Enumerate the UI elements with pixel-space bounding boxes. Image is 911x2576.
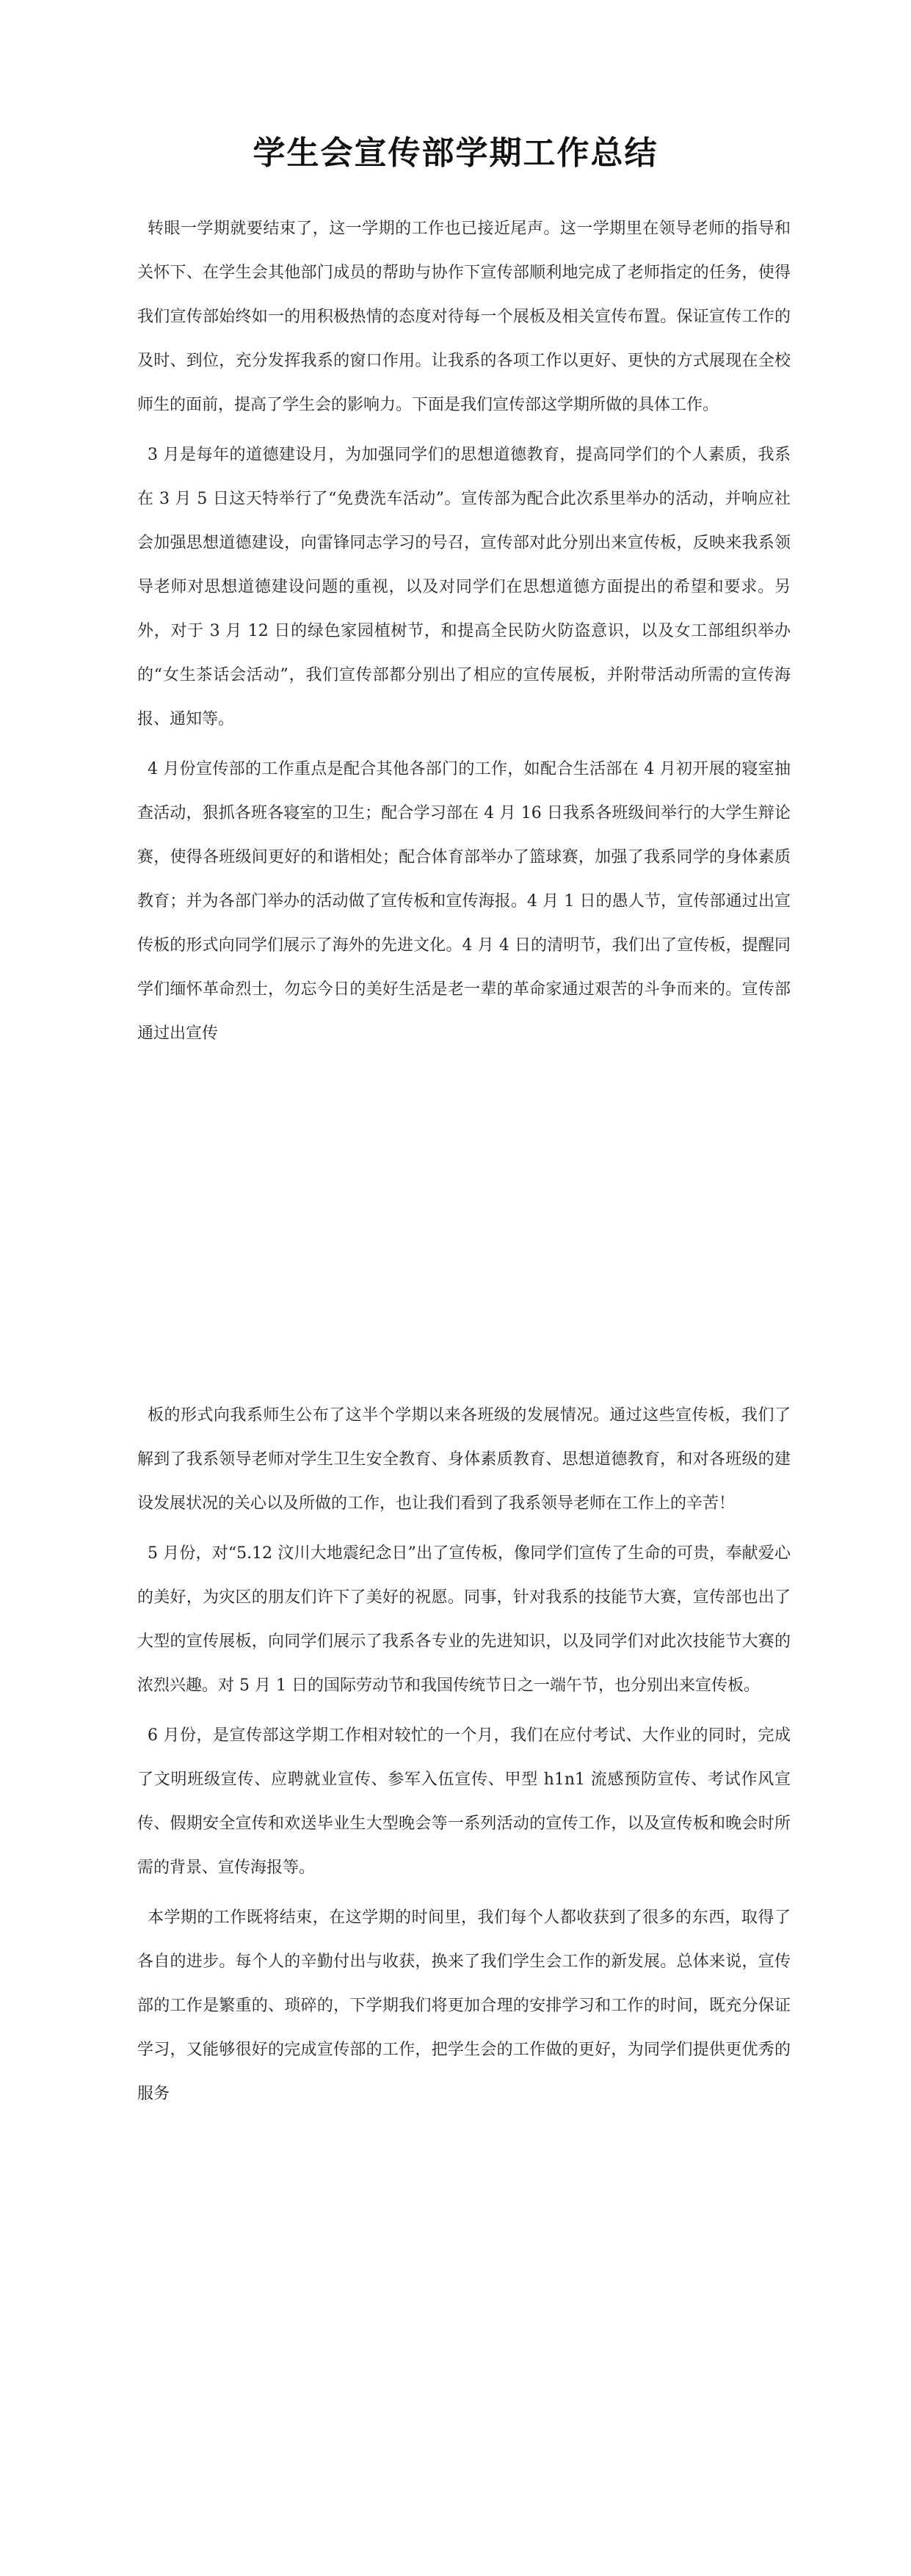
paragraph-may: 5 月份，对“5.12 汶川大地震纪念日”出了宣传板，像同学们宣传了生命的可贵，奉献爱心的美好，为灾区的朋友们许下了美好的祝愿。同事，针对我系的技能节大赛，宣传部也出了大型的宣传展板，向同学们展示了我系各专业的先进知识，以及同学们对此次技能节大赛的浓烈兴趣。对 5 月 1 日的国际劳动节和我国传统节日之一端午节，也分别出来宣传板。 bbox=[137, 1544, 791, 1695]
paragraph-intro: 转眼一学期就要结束了，这一学期的工作也已接近尾声。这一学期里在领导老师的指导和关怀下、在学生会其他部门成员的帮助与协作下宣传部顺利地完成了老师指定的任务，使得我们宣传部始终如一的用积极热情的态度对待每一个展板及相关宣传布置。保证宣传工作的及时、到位，充分发挥我系的窗口作用。让我系的各项工作以更好、更快的方式展现在全校师生的面前，提高了学生会的影响力。下面是我们宣传部这学期所做的具体工作。 bbox=[137, 220, 791, 414]
body-section-1 bbox=[137, 207, 791, 1056]
paragraph-conclusion: 本学期的工作既将结束，在这学期的时间里，我们每个人都收获到了很多的东西，取得了各自的进步。每个人的辛勤付出与收获，换来了我们学生会工作的新发展。总体来说，宣传部的工作是繁重的、琐碎的，下学期我们将更加合理的安排学习和工作的时间，既充分保证学习，又能够很好的完成宣传部的工作，把学生会的工作做的更好，为同学们提供更优秀的服务 bbox=[137, 1909, 791, 2103]
paragraph-march: 3 月是每年的道德建设月，为加强同学们的思想道德教育，提高同学们的个人素质，我系在 3 月 5 日这天特举行了“免费洗车活动”。宣传部为配合此次系里举办的活动，并响应社会加强思想道德建设，向雷锋同志学习的号召，宣传部对此分别出来宣传板，反映来我系领导老师对思想道德建设问题的重视，以及对同学们在思想道德方面提出的希望和要求。另外，对于 3 月 12 日的绿色家园植树节，和提高全民防火防盗意识，以及女工部组织举办的“女生茶话会活动”，我们宣传部都分别出了相应的宣传展板，并附带活动所需的宣传海报、通知等。 bbox=[137, 446, 791, 728]
paragraph-april: 4 月份宣传部的工作重点是配合其他各部门的工作，如配合生活部在 4 月初开展的寝室抽查活动，狠抓各班各寝室的卫生；配合学习部在 4 月 16 日我系各班级间举行的大学生辩论赛，使得各班级间更好的和谐相处；配合体育部举办了篮球赛，加强了我系同学的身体素质教育；并为各部门举办的活动做了宣传板和宣传海报。4 月 1 日的愚人节，宣传部通过出宣传板的形式向同学们展示了海外的先进文化。4 月 4 日的清明节，我们出了宣传板，提醒同学们缅怀革命烈士，勿忘今日的美好生活是老一辈的革命家通过艰苦的斗争而来的。宣传部通过出宣传 bbox=[137, 760, 791, 1043]
document-title: 学生会宣传部学期工作总结 bbox=[253, 134, 658, 173]
paragraph-june: 6 月份，是宣传部这学期工作相对较忙的一个月，我们在应付考试、大作业的同时，完成了文明班级宣传、应聘就业宣传、参军入伍宣传、甲型 h1n1 流感预防宣传、考试作风宣传、假期安全宣传和欢送毕业生大型晚会等一系列活动的宣传工作，以及宣传板和晚会时所需的背景、宣传海报等。 bbox=[137, 1726, 791, 1877]
paragraph-april-continued: 板的形式向我系师生公布了这半个学期以来各班级的发展情况。通过这些宣传板，我们了解到了我系领导老师对学生卫生安全教育、身体素质教育、思想道德教育，和对各班级的建设发展状况的关心以及所做的工作，也让我们看到了我系领导老师在工作上的辛苦！ bbox=[137, 1406, 791, 1513]
body-section-2 bbox=[137, 1394, 791, 2116]
